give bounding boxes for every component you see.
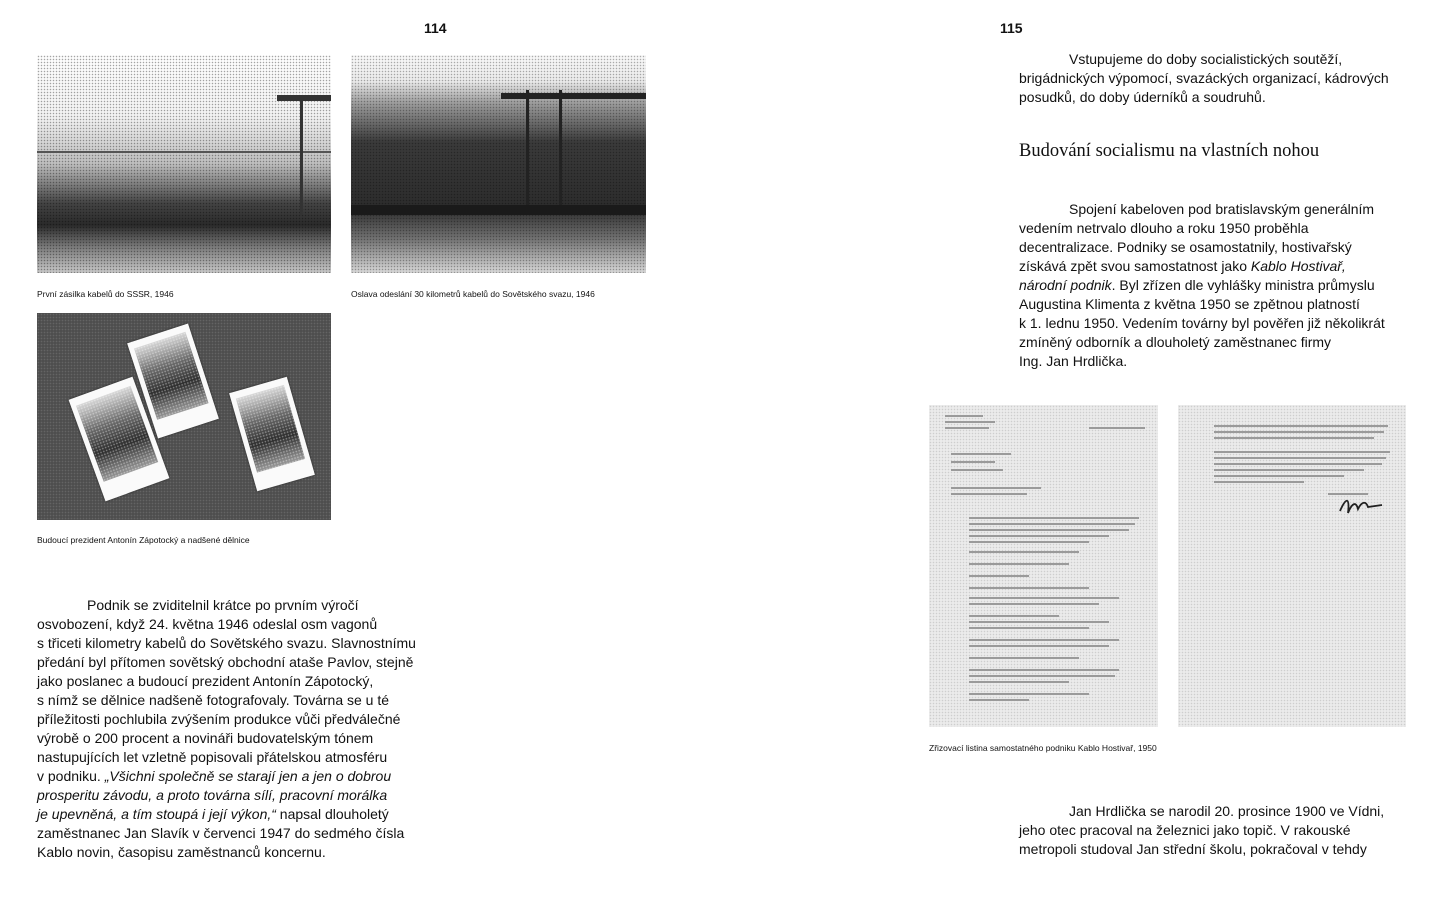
photo-cable-celebration: [351, 55, 646, 273]
scanned-document-page-2: [1178, 405, 1406, 727]
page-number-left: 114: [424, 20, 447, 36]
left-body-paragraph: Podnik se zviditelnil krátce po prvním výročí osvobození, když 24. května 1946 odeslal osm vagonů s třiceti kilometry kabelů do Sovětského svazu. Slavnostnímu předání byl přítomen sovětský obchodní ataše Pavlov, stejně jako poslanec a budoucí prezident Antonín Zápotocký, s nímž se dělnice nadšeně fotografovaly. Továrna se u té příležitosti pochlubila zvýšením produkce vůči předválečné výrobě o 200 procent a novináři budovatelským tónem nastupujících let vzletně popisovali přátelskou atmosféru v podniku. „Všichni společně se starají jen a jen o dobrou prosperitu závodu, a proto továrna sílí, pracovní morálka je upevněná, a tím stoupá i její výkon,“ napsal dlouholetý zaměstnanec Jan Slavík v červenci 1947 do sedmého čísla Kablo novin, časopisu zaměstnanců koncernu.: [37, 597, 416, 860]
photo-first-cable-shipment: [37, 55, 331, 273]
section-heading: Budování socialismu na vlastních nohou: [1019, 141, 1320, 161]
photo-album-snapshots: [37, 313, 331, 520]
photo-caption-celebration: Oslava odeslání 30 kilometrů kabelů do Sovětského svazu, 1946: [351, 289, 595, 299]
signature: [1338, 495, 1384, 517]
quote-text: „Všichni společně se starají jen a jen o dobrou: [104, 768, 392, 784]
documents-caption: Zřizovací listina samostatného podniku Kablo Hostivař, 1950: [929, 743, 1157, 753]
right-bottom-paragraph: Jan Hrdlička se narodil 20. prosince 1900 ve Vídni, jeho otec pracoval na železnici jako topič. V rakouské metropoli studoval Jan střední školu, pokračoval v tehdy: [1019, 803, 1385, 857]
page-number-right: 115: [1000, 20, 1023, 36]
photo-caption-first-shipment: První zásilka kabelů do SSSR, 1946: [37, 289, 174, 299]
snapshot-right: [229, 377, 315, 492]
scanned-document-page-1: [929, 405, 1158, 727]
right-intro-paragraph: Vstupujeme do doby socialistických soutěží, brigádnických výpomocí, svazáckých organizací, kádrových posudků, do doby úderníků a soudruhů.: [1019, 51, 1389, 105]
right-body-paragraph: Spojení kabeloven pod bratislavským generálním vedením netrvalo dlouho a roku 1950 proběhla decentralizace. Podniky se osamostatnily, hostivařský získává zpět svou samostatnost jako Kablo Hostivař, národní podnik. Byl zřízen dle vyhlášky ministra průmyslu Augustina Klimenta z května 1950 se zpětnou platností k 1. lednu 1950. Vedením továrny byl pověřen již několikrát zmíněný odborník a dlouholetý zaměstnanec firmy Ing. Jan Hrdlička.: [1019, 201, 1385, 369]
photo-caption-zapotocky: Budoucí prezident Antonín Zápotocký a nadšené dělnice: [37, 535, 250, 545]
